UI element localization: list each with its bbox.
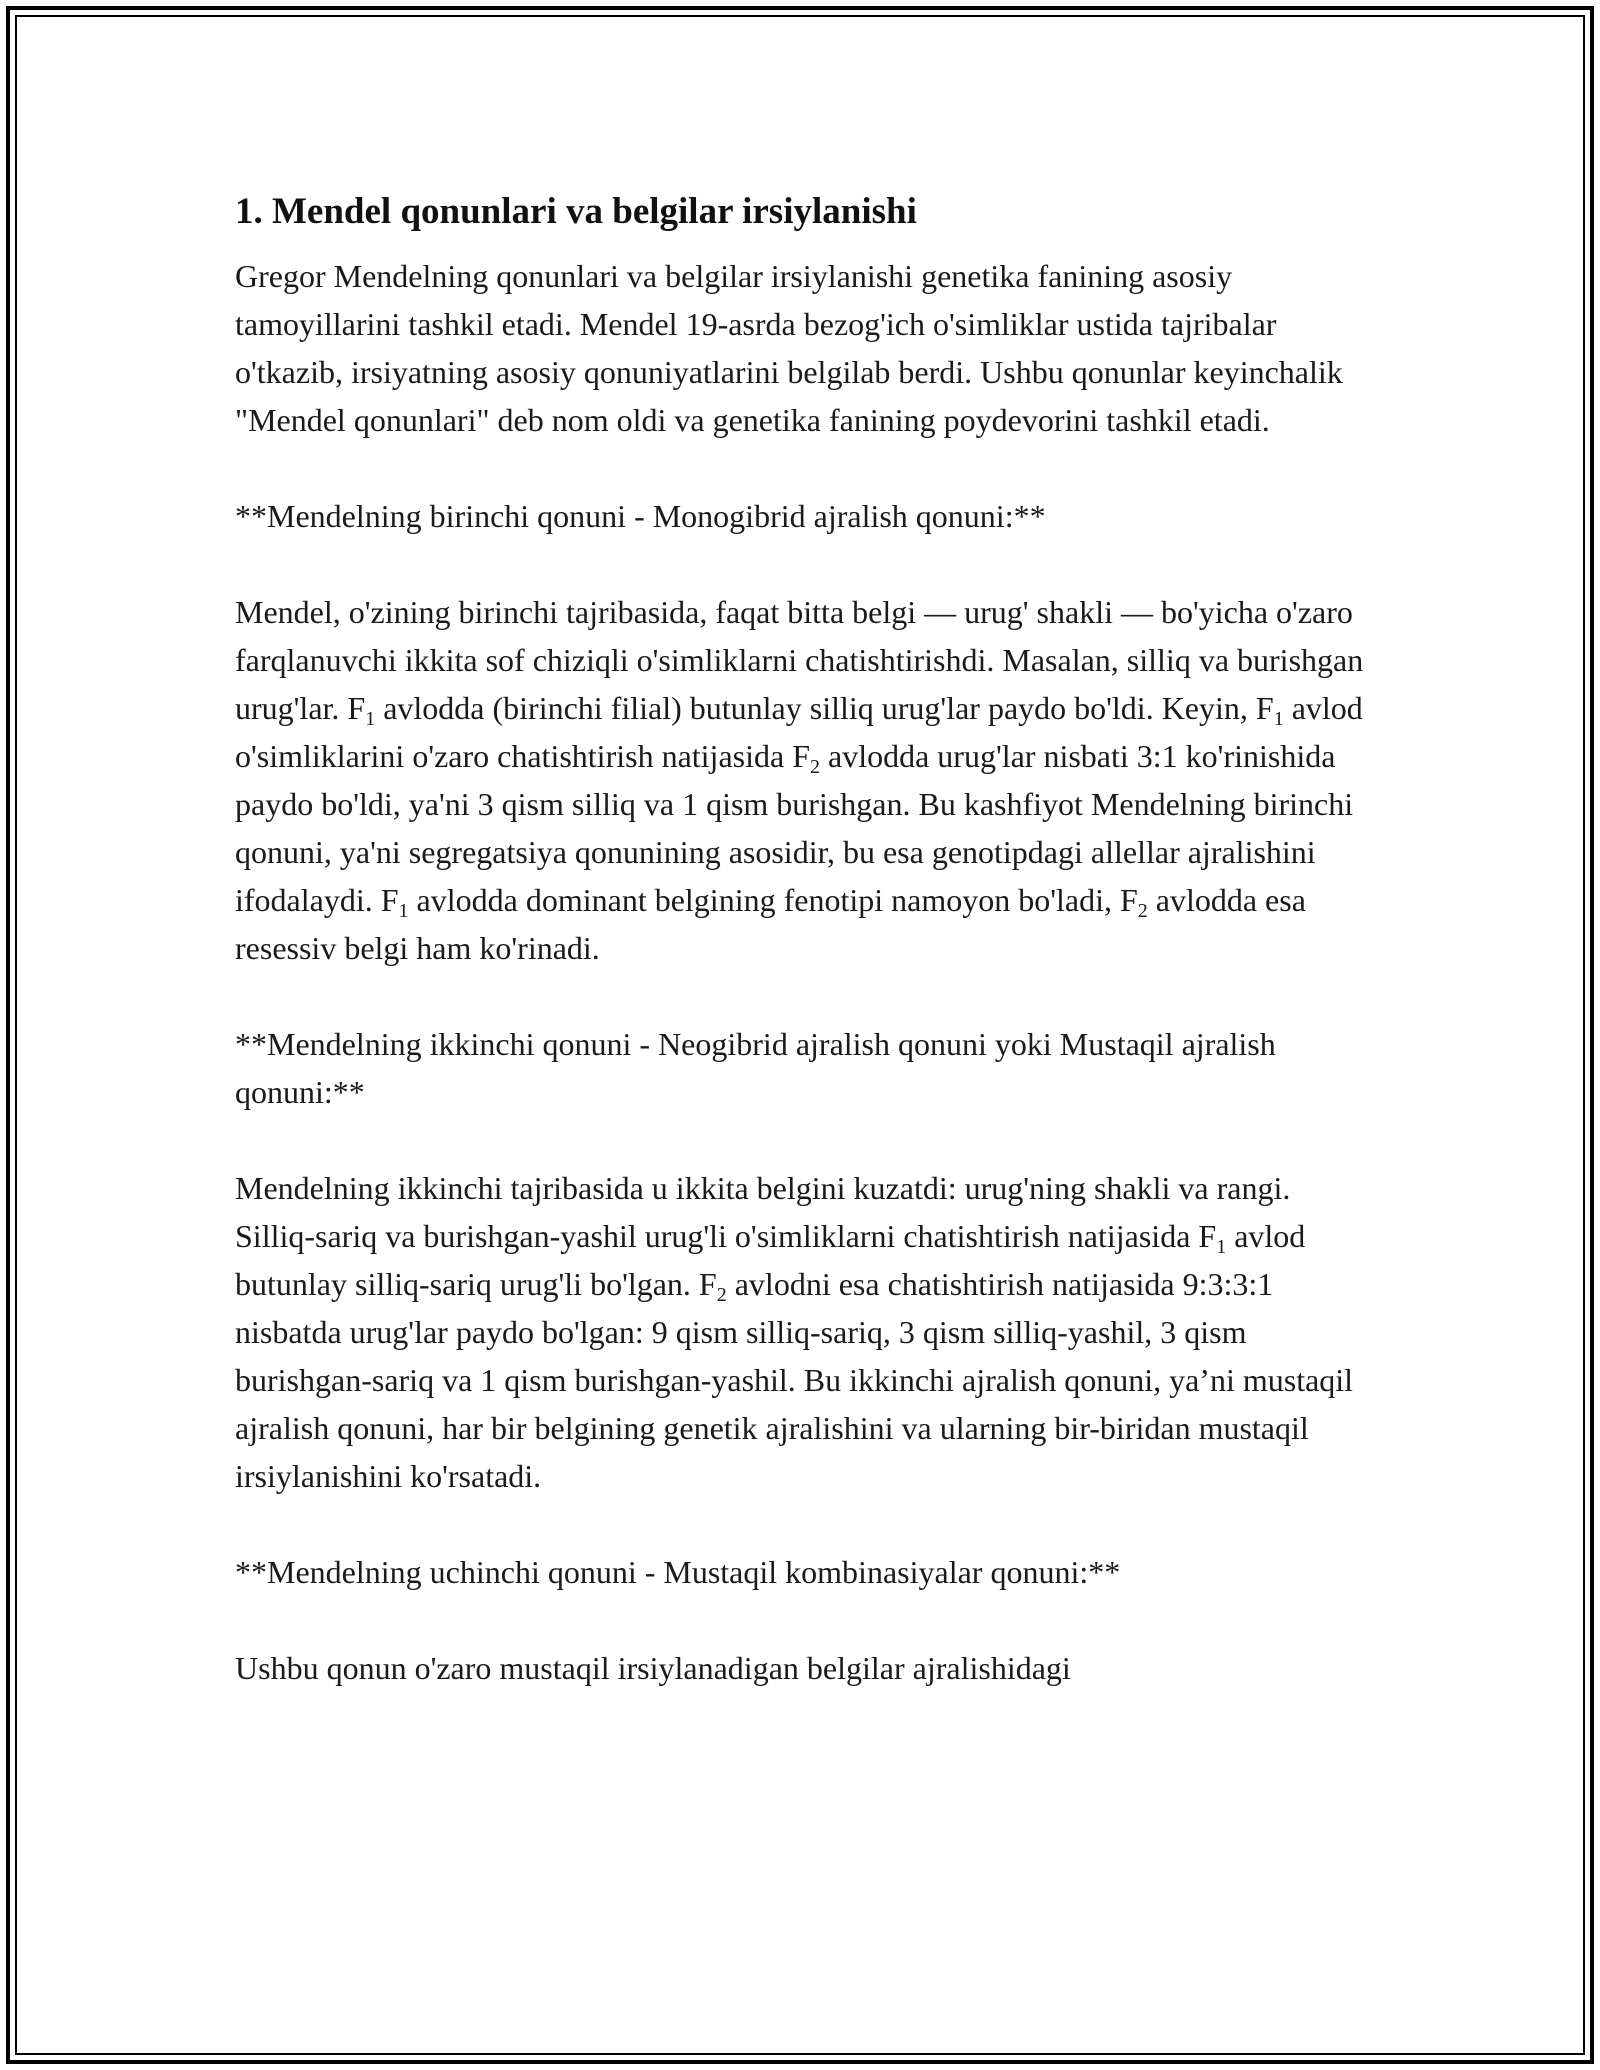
law3-title: **Mendelning uchinchi qonuni - Mustaqil kombinasiyalar qonuni:** xyxy=(235,1554,1121,1590)
intro-paragraph: Gregor Mendelning qonunlari va belgilar irsiylanishi genetika fanining asosiy tamoyillarini tashkil etadi. Mendel 19-asrda bezog'ich o'simliklar ustida tajribalar o'tkazib, irsiyatning asosiy qonuniyatlarini belgilab berdi. Ushbu qonunlar keyinchalik "Mendel qonunlari" deb nom oldi va genetika fanining poydevorini tashkil etadi. xyxy=(235,258,1343,438)
law1-title: **Mendelning birinchi qonuni - Monogibrid ajralish qonuni:** xyxy=(235,498,1046,534)
section-heading: 1. Mendel qonunlari va belgilar irsiylanishi xyxy=(235,191,917,232)
law3-paragraph: Ushbu qonun o'zaro mustaqil irsiylanadigan belgilar ajralishidagi xyxy=(235,1650,1071,1686)
law2-paragraph: Mendelning ikkinchi tajribasida u ikkita belgini kuzatdi: urug'ning shakli va rangi. Silliq-sariq va burishgan-yashil urug'li o'simliklarni chatishtirish natijasida $F_1$ avlod butunlay silliq-sariq urug'li bo'lgan. $F_2$ avlodni esa chatishtirish natijasida 9:3:3:1 nisbatda urug'lar paydo bo'lgan: 9 qism silliq-sariq, 3 qism silliq-yashil, 3 qism burishgan-sariq va 1 qism burishgan-yashil. Bu ikkinchi ajralish qonuni, ya’ni mustaqil ajralish qonuni, har bir belgining genetik ajralishini va ularning bir-biridan mustaqil irsiylanishini ko'rsatadi. xyxy=(235,1170,1354,1494)
law2-title: **Mendelning ikkinchi qonuni - Neogibrid ajralish qonuni yoki Mustaqil ajralish qonuni:** xyxy=(235,1026,1276,1110)
document-body xyxy=(235,188,1365,1692)
law1-paragraph: Mendel, o'zining birinchi tajribasida, faqat bitta belgi — urug' shakli — bo'yicha o'zaro farqlanuvchi ikkita sof chiziqli o'simliklarni chatishtirishdi. Masalan, silliq va burishgan urug'lar. $F_1$ avlodda (birinchi filial) butunlay silliq urug'lar paydo bo'ldi. Keyin, $F_1$ avlod o'simliklarini o'zaro chatishtirish natijasida $F_2$ avlodda urug'lar nisbati 3:1 ko'rinishida paydo bo'ldi, ya'ni 3 qism silliq va 1 qism burishgan. Bu kashfiyot Mendelning birinchi qonuni, ya'ni segregatsiya qonunining asosidir, bu esa genotipdagi allellar ajralishini ifodalaydi. $F_1$ avlodda dominant belgining fenotipi namoyon bo'ladi, $F_2$ avlodda esa resessiv belgi ham ko'rinadi. xyxy=(235,594,1364,966)
